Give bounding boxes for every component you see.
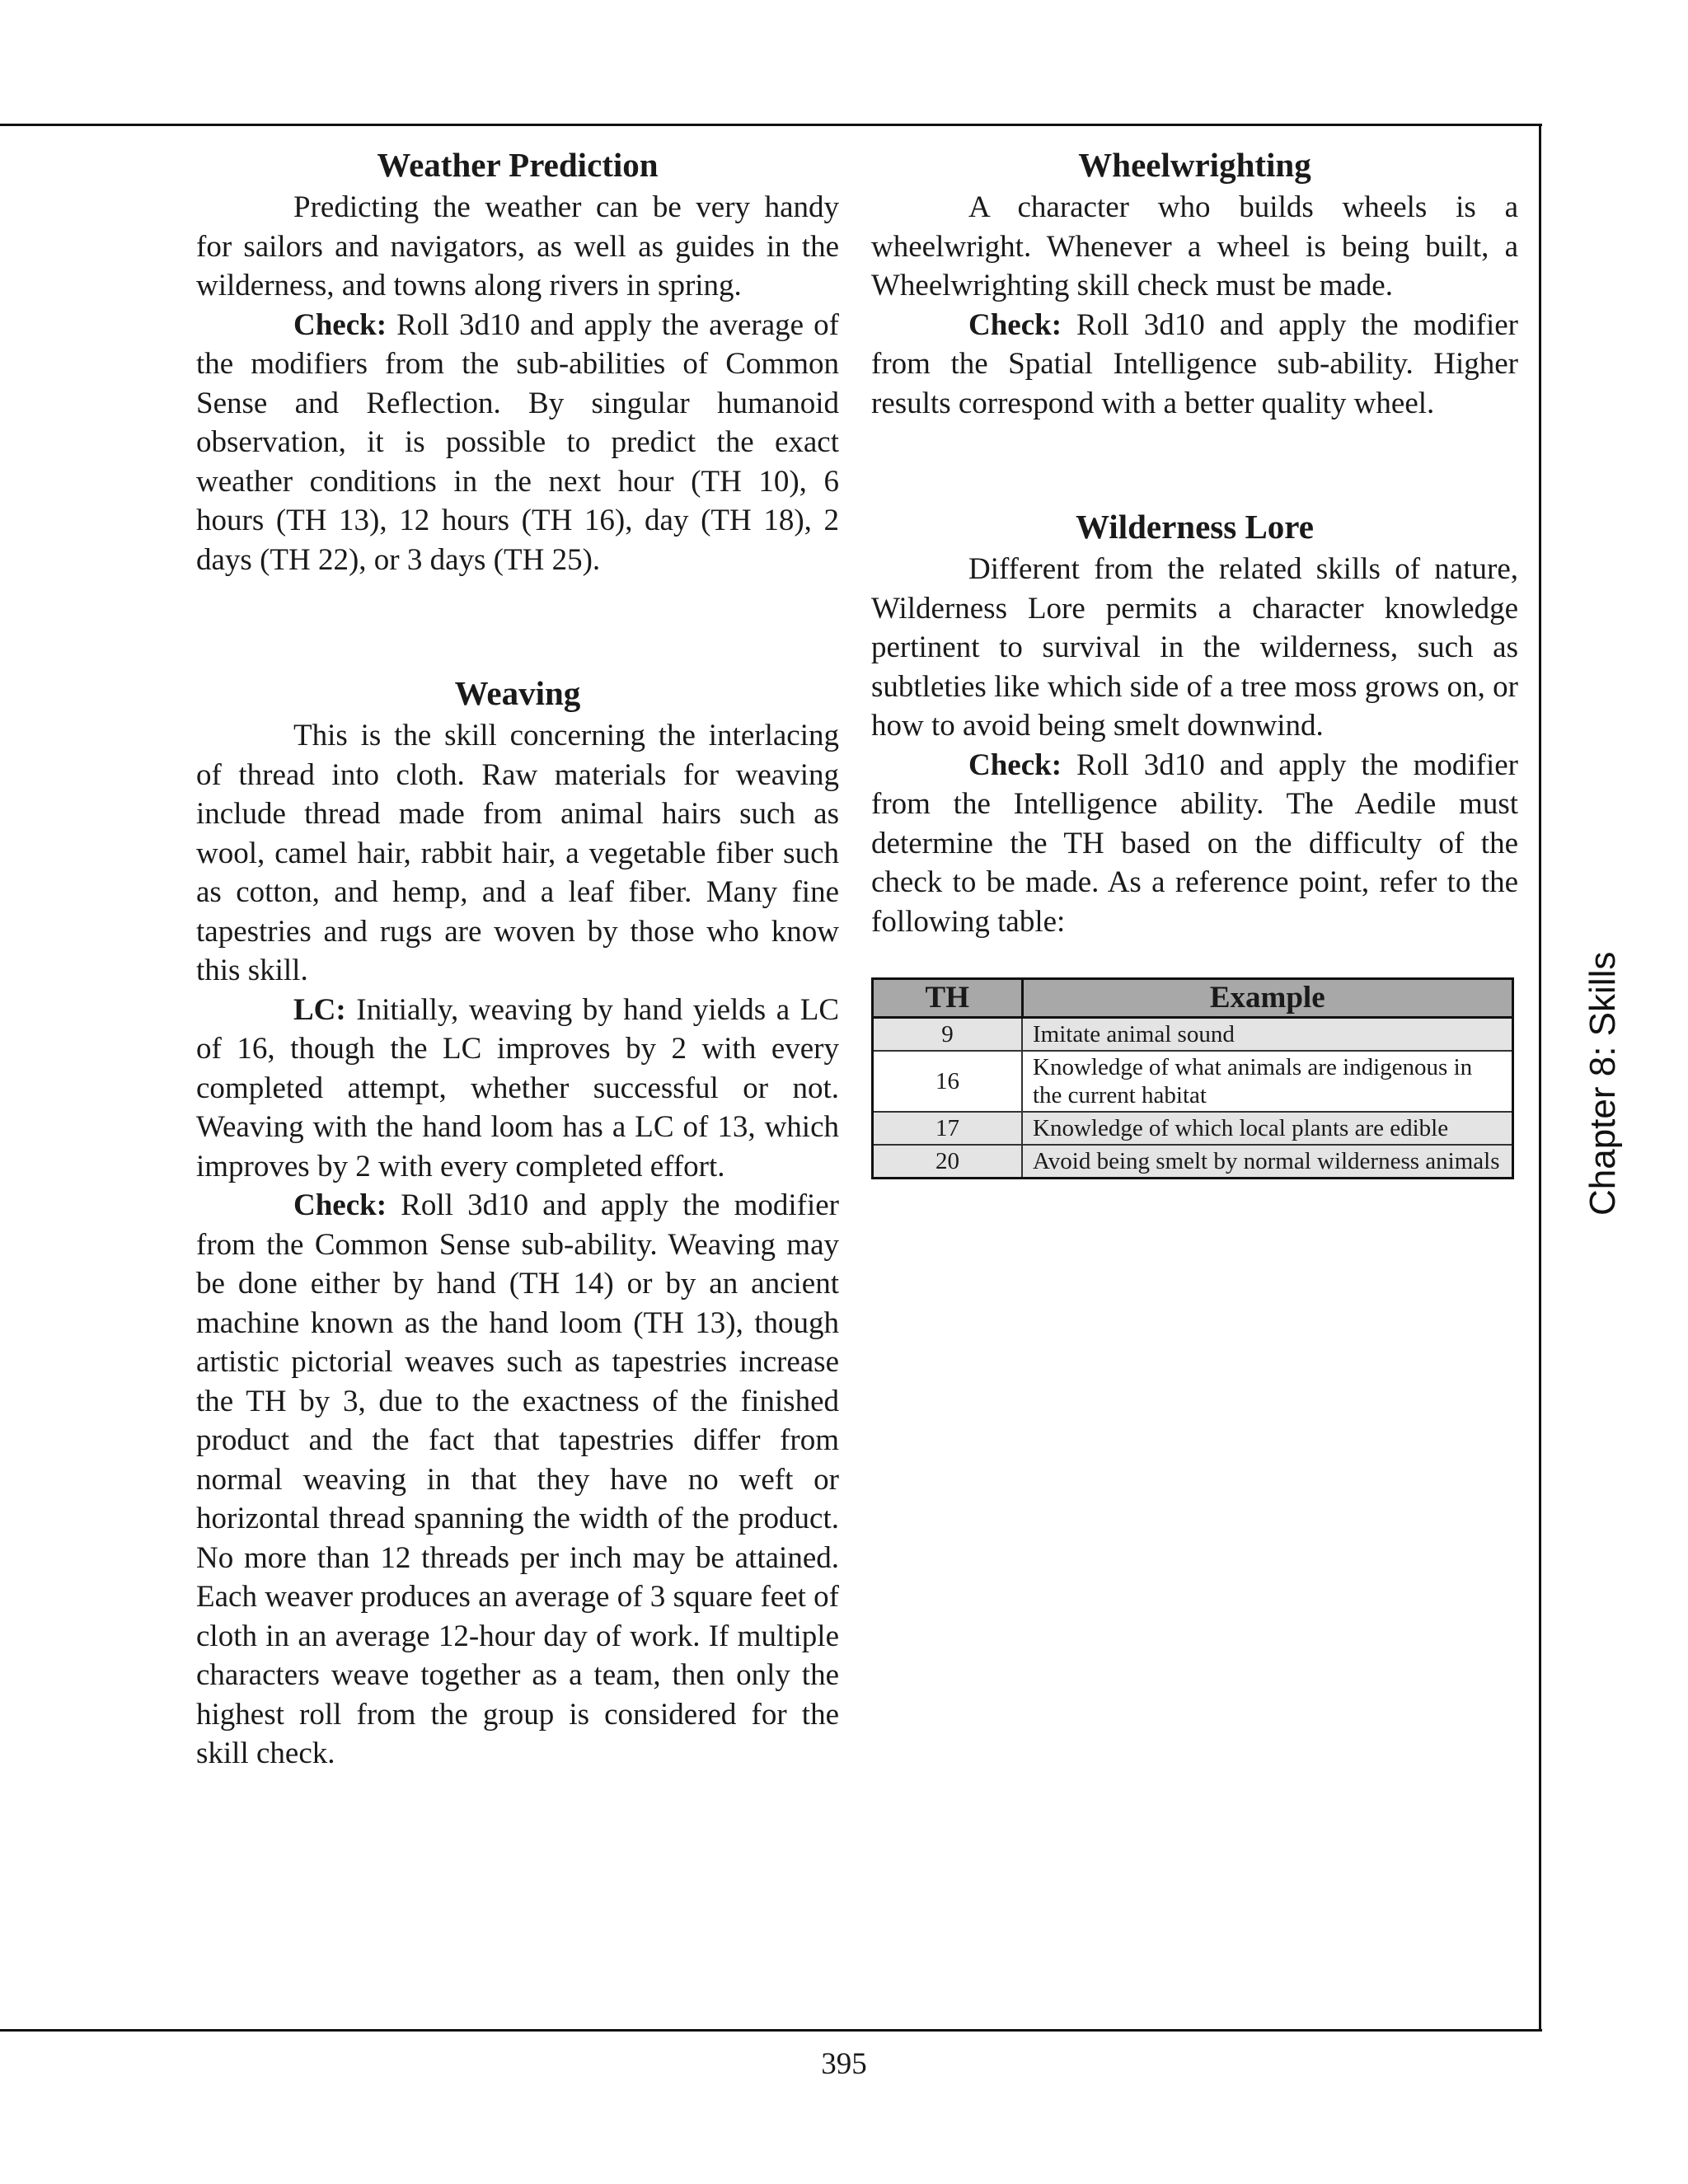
section-weaving xyxy=(196,670,839,1774)
frame-top-rule xyxy=(0,124,1542,126)
paragraph: This is the skill concerning the interlacing of thread into cloth. Raw materials for weaving include thread made from animal hairs such as wool, camel hair, rabbit hair, a vegetable fiber such as cotton, and hemp, and a leaf fiber. Many fine tapestries and rugs are woven by those who know this skill. xyxy=(196,719,839,987)
th-value: 20 xyxy=(873,1145,1023,1179)
check-label: Check: xyxy=(293,307,387,342)
wilderness-th-table xyxy=(871,977,1514,1179)
frame-right-rule xyxy=(1539,124,1541,2032)
paragraph xyxy=(871,746,1518,942)
lc-text: Initially, weaving by hand yields a LC of 16, though the LC improves by 2 with every completed attempt, whether successful or not. Weaving with the hand loom has a LC of 13, which improves by 2 with every completed effort. xyxy=(196,992,839,1183)
section-wheelwrighting xyxy=(871,142,1518,423)
section-wilderness-lore xyxy=(871,504,1518,1179)
check-text: Roll 3d10 and apply the modifier from the Intelligence ability. The Aedile must determine the TH based on the difficulty of the check to be made. As a reference point, refer to the following table: xyxy=(871,748,1518,939)
paragraph xyxy=(196,306,839,580)
section-title: Wilderness Lore xyxy=(1076,508,1314,546)
example-text: Knowledge of which local plants are edible xyxy=(1022,1112,1513,1145)
check-text: Roll 3d10 and apply the average of the modifiers from the sub-abilities of Common Sense and Reflection. By singular humanoid observation, it is possible to predict the exact weather conditions in the next hour (TH 10), 6 hours (TH 13), 12 hours (TH 16), day (TH 18), 2 days (TH 22), or 3 days (TH 25). xyxy=(196,307,839,577)
check-text: Roll 3d10 and apply the modifier from the Spatial Intelligence sub-ability. Higher results correspond with a better quality wheel. xyxy=(871,307,1518,420)
check-label: Check: xyxy=(968,748,1062,782)
table-row xyxy=(873,1051,1513,1112)
th-value: 9 xyxy=(873,1018,1023,1052)
paragraph xyxy=(871,306,1518,424)
th-value: 16 xyxy=(873,1051,1023,1112)
right-column xyxy=(871,142,1518,1179)
section-title: Weaving xyxy=(454,674,581,712)
example-text: Imitate animal sound xyxy=(1022,1018,1513,1052)
table-header-example: Example xyxy=(1022,979,1513,1018)
paragraph: A character who builds wheels is a wheelwright. Whenever a wheel is being built, a Wheelwrighting skill check must be made. xyxy=(871,190,1518,302)
section-weather-prediction xyxy=(196,142,839,579)
paragraph: Different from the related skills of nature, Wilderness Lore permits a character knowledge pertinent to survival in the wilderness, such as subtleties like which side of a tree moss grows on, or how to avoid being smelt downwind. xyxy=(871,552,1518,743)
page-number: 395 xyxy=(821,2047,867,2081)
check-text: Roll 3d10 and apply the modifier from the Common Sense sub-ability. Weaving may be done either by hand (TH 14) or by an ancient machine known as the hand loom (TH 13), though artistic pictorial weaves such as tapestries increase the TH by 3, due to the exactness of the finished product and the fact that tapestries differ from normal weaving in that they have no weft or horizontal thread spanning the width of the product. No more than 12 threads per inch may be attained. Each weaver produces an average of 3 square feet of cloth in an average 12-hour day of work. If multiple characters weave together as a team, then only the highest roll from the group is considered for the skill check. xyxy=(196,1188,839,1770)
frame-bottom-rule xyxy=(0,2029,1542,2032)
lc-label: LC: xyxy=(293,992,346,1027)
chapter-side-tab: Chapter 8: Skills xyxy=(1582,951,1623,1216)
paragraph: Predicting the weather can be very handy for sailors and navigators, as well as guides in the wilderness, and towns along rivers in spring. xyxy=(196,190,839,302)
table-header-th: TH xyxy=(873,979,1023,1018)
check-label: Check: xyxy=(968,307,1062,342)
example-text: Avoid being smelt by normal wilderness animals xyxy=(1022,1145,1513,1179)
table-row xyxy=(873,1112,1513,1145)
section-title: Weather Prediction xyxy=(377,146,659,184)
left-column xyxy=(196,142,839,1774)
table-row xyxy=(873,1145,1513,1179)
th-value: 17 xyxy=(873,1112,1023,1145)
section-title: Wheelwrighting xyxy=(1078,146,1311,184)
paragraph xyxy=(196,991,839,1187)
example-text: Knowledge of what animals are indigenous in the current habitat xyxy=(1022,1051,1513,1112)
check-label: Check: xyxy=(293,1188,387,1222)
table-row xyxy=(873,1018,1513,1052)
table-header-row xyxy=(873,979,1513,1018)
paragraph xyxy=(196,1186,839,1774)
